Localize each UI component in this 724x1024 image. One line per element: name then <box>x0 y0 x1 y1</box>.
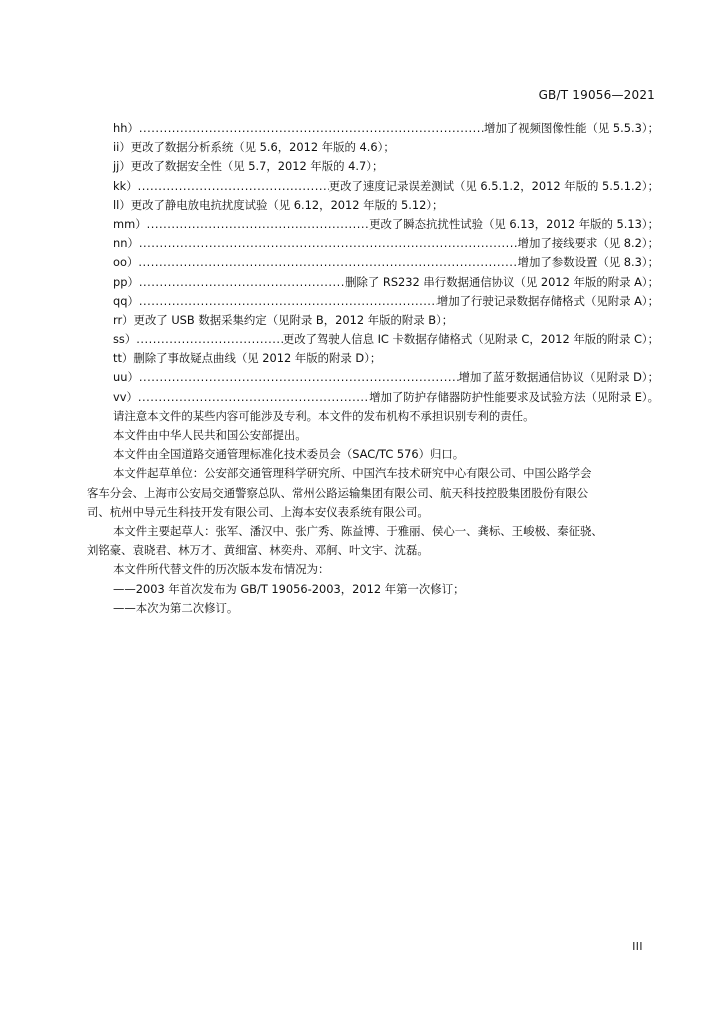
list-item-text: 增加了接线要求（见 8.2）； <box>517 236 659 251</box>
dot-leader <box>138 253 517 272</box>
list-item-text: 更改了瞬态抗扰性试验（见 6.13，2012 年版的 5.13）； <box>369 216 659 231</box>
document-body <box>87 119 659 618</box>
list-item-label: hh） <box>113 121 139 135</box>
list-item-tt <box>87 349 659 368</box>
list-item-text: 增加了参数设置（见 8.3）； <box>517 255 659 270</box>
drafters-line-1: 本文件主要起草人：张军、潘汉中、张广秀、陈益博、于雅丽、侯心一、龚标、王峻极、秦征骁、 <box>113 523 603 538</box>
drafting-units-line-1: 本文件起草单位：公安部交通管理科学研究所、中国汽车技术研究中心有限公司、中国公路学会 <box>113 466 592 481</box>
list-item-uu <box>87 368 659 387</box>
list-item-label: uu） <box>113 370 139 385</box>
drafting-units-line-3: 司、杭州中导元生科技开发有限公司、上海本安仪表系统有限公司。 <box>87 504 429 519</box>
list-item-text: rr）更改了 USB 数据采集约定（见附录 B，2012 年版的附录 B）； <box>113 312 454 327</box>
managed-by: 本文件由全国道路交通管理标准化技术委员会（SAC/TC 576）归口。 <box>113 447 465 462</box>
list-item-label: kk） <box>113 178 138 193</box>
list-item-text: 删除了 RS232 串行数据通信协议（见 2012 年版的附录 A）； <box>345 274 659 289</box>
dot-leader <box>139 119 484 138</box>
list-item-label: oo） <box>113 255 139 270</box>
history-item-1: ——2003 年首次发布为 GB/T 19056-2003，2012 年第一次修订； <box>113 581 465 596</box>
list-item-nn <box>87 234 659 253</box>
list-item-label: pp） <box>113 274 139 289</box>
list-item-label: mm） <box>113 216 147 231</box>
drafting-units-line-2: 客车分会、上海市公安局交通警察总队、常州公路运输集团有限公司、航天科技控股集团股份有限公 <box>87 485 589 500</box>
list-item-text: 更改了速度记录误差测试（见 6.5.1.2，2012 年版的 5.5.1.2）； <box>328 178 659 193</box>
list-item-text: 更改了驾驶人信息 IC 卡数据存储格式（见附录 C，2012 年版的附录 C）； <box>282 332 659 347</box>
list-item-ll <box>87 196 659 215</box>
list-item-vv <box>87 388 659 407</box>
dot-leader <box>136 330 283 349</box>
dot-leader <box>139 368 459 387</box>
list-item-ii <box>87 138 659 157</box>
list-item-label: vv） <box>113 389 138 404</box>
dot-leader <box>147 215 369 234</box>
list-item-text: 增加了蓝牙数据通信协议（见附录 D）； <box>458 370 659 385</box>
list-item-oo <box>87 253 659 272</box>
patent-notice: 请注意本文件的某些内容可能涉及专利。本文件的发布机构不承担识别专利的责任。 <box>113 408 535 423</box>
history-item-2: ——本次为第二次修订。 <box>113 600 239 615</box>
list-item-qq <box>87 292 659 311</box>
list-item-label: nn） <box>113 236 139 251</box>
dot-leader <box>139 273 345 292</box>
list-item-text: 增加了视频图像性能（见 5.5.3）； <box>484 121 659 135</box>
dot-leader <box>138 388 369 407</box>
list-item-jj <box>87 157 659 176</box>
page-number: III <box>632 941 643 953</box>
list-item-hh <box>87 119 659 138</box>
list-item-label: qq） <box>113 293 139 308</box>
list-item-label: ss） <box>113 332 137 347</box>
dot-leader <box>139 234 518 253</box>
list-item-mm <box>87 215 659 234</box>
list-item-rr <box>87 311 659 330</box>
list-item-text: ll）更改了静电放电抗扰度试验（见 6.12，2012 年版的 5.12）； <box>113 197 444 212</box>
list-item-text: jj）更改了数据安全性（见 5.7，2012 年版的 4.7）； <box>113 159 384 174</box>
history-intro: 本文件所代替文件的历次版本发布情况为： <box>113 562 330 577</box>
list-item-text: 增加了防护存储器防护性能要求及试验方法（见附录 E）。 <box>369 389 659 404</box>
dot-leader <box>138 177 329 196</box>
dot-leader <box>139 292 437 311</box>
list-item-pp <box>87 273 659 292</box>
drafters-line-2: 刘铭豪、袁晓君、林万才、黄细富、林奕舟、邓舸、叶文宇、沈磊。 <box>87 543 429 558</box>
proposed-by: 本文件由中华人民共和国公安部提出。 <box>113 428 307 442</box>
list-item-ss <box>87 330 659 349</box>
list-item-text: tt）删除了事故疑点曲线（见 2012 年版的附录 D）； <box>113 351 382 366</box>
standard-code-header: GB/T 19056—2021 <box>538 88 655 102</box>
list-item-text: 增加了行驶记录数据存储格式（见附录 A）； <box>436 293 659 308</box>
list-item-text: ii）更改了数据分析系统（见 5.6，2012 年版的 4.6）； <box>113 140 395 155</box>
list-item-kk <box>87 177 659 196</box>
